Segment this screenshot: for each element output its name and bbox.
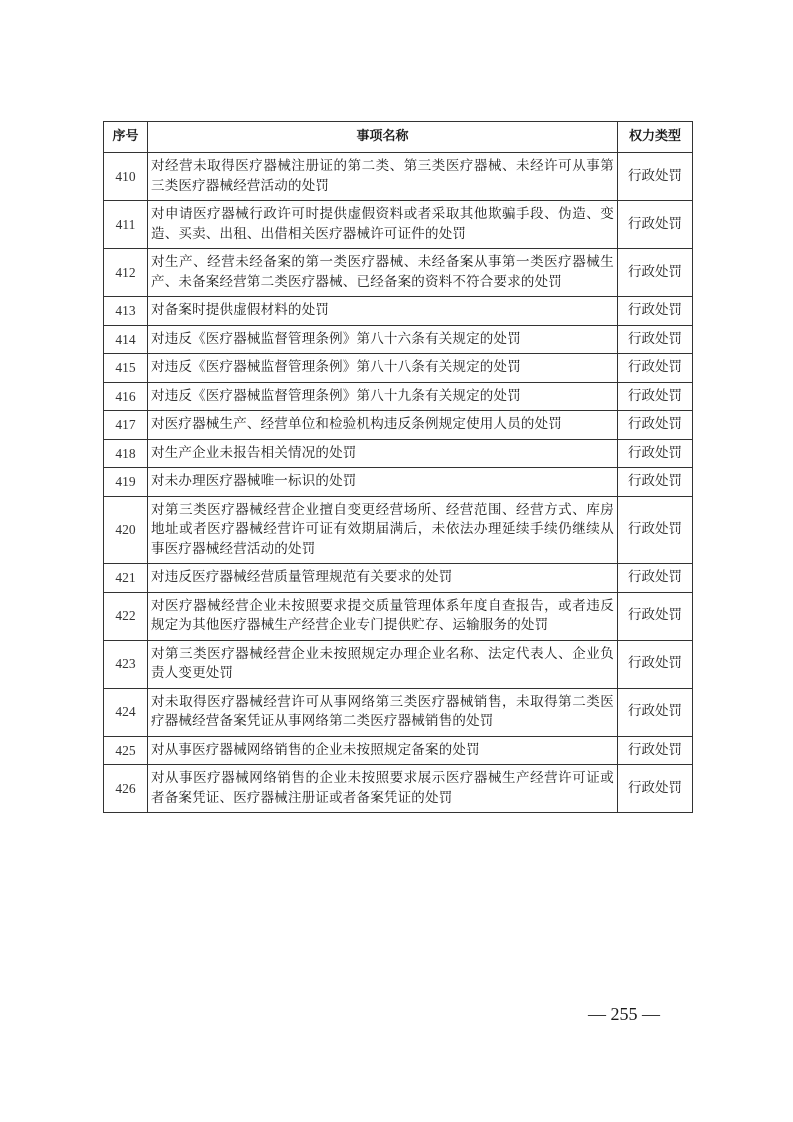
row-number: 415 [104,354,148,383]
table-row [104,325,693,354]
row-item-name: 对申请医疗器械行政许可时提供虚假资料或者采取其他欺骗手段、伪造、变造、买卖、出租、出借相关医疗器械许可证件的处罚 [148,201,618,249]
table-row [104,765,693,813]
row-number: 412 [104,249,148,297]
row-number: 424 [104,688,148,736]
row-power-type: 行政处罚 [618,153,693,201]
row-number: 425 [104,736,148,765]
row-number: 426 [104,765,148,813]
row-item-name: 对生产、经营未经备案的第一类医疗器械、未经备案从事第一类医疗器械生产、未备案经营第二类医疗器械、已经备案的资料不符合要求的处罚 [148,249,618,297]
table-row [104,249,693,297]
row-item-name: 对未取得医疗器械经营许可从事网络第三类医疗器械销售，未取得第二类医疗器械经营备案凭证从事网络第二类医疗器械销售的处罚 [148,688,618,736]
row-power-type: 行政处罚 [618,297,693,326]
header-type: 权力类型 [618,122,693,153]
table-row [104,592,693,640]
table-row [104,153,693,201]
row-power-type: 行政处罚 [618,688,693,736]
row-item-name: 对违反《医疗器械监督管理条例》第八十八条有关规定的处罚 [148,354,618,383]
row-number: 421 [104,564,148,593]
row-item-name: 对备案时提供虚假材料的处罚 [148,297,618,326]
row-item-name: 对违反医疗器械经营质量管理规范有关要求的处罚 [148,564,618,593]
row-number: 413 [104,297,148,326]
row-number: 418 [104,439,148,468]
row-item-name: 对未办理医疗器械唯一标识的处罚 [148,468,618,497]
row-number: 411 [104,201,148,249]
row-power-type: 行政处罚 [618,201,693,249]
row-item-name: 对违反《医疗器械监督管理条例》第八十六条有关规定的处罚 [148,325,618,354]
table-row [104,688,693,736]
table-row [104,564,693,593]
table-row [104,382,693,411]
row-power-type: 行政处罚 [618,325,693,354]
table-row [104,468,693,497]
table-row [104,297,693,326]
row-power-type: 行政处罚 [618,765,693,813]
row-power-type: 行政处罚 [618,640,693,688]
row-item-name: 对经营未取得医疗器械注册证的第二类、第三类医疗器械、未经许可从事第三类医疗器械经营活动的处罚 [148,153,618,201]
table-body [104,153,693,813]
row-item-name: 对医疗器械经营企业未按照要求提交质量管理体系年度自查报告，或者违反规定为其他医疗器械生产经营企业专门提供贮存、运输服务的处罚 [148,592,618,640]
table-row [104,411,693,440]
row-item-name: 对医疗器械生产、经营单位和检验机构违反条例规定使用人员的处罚 [148,411,618,440]
table-header-row [104,122,693,153]
table-row [104,496,693,564]
table-row [104,354,693,383]
row-power-type: 行政处罚 [618,354,693,383]
row-power-type: 行政处罚 [618,736,693,765]
table-row [104,736,693,765]
row-number: 420 [104,496,148,564]
row-number: 419 [104,468,148,497]
header-name: 事项名称 [148,122,618,153]
row-number: 410 [104,153,148,201]
row-number: 422 [104,592,148,640]
page-number: — 255 — [588,1004,660,1024]
row-item-name: 对从事医疗器械网络销售的企业未按照规定备案的处罚 [148,736,618,765]
row-item-name: 对第三类医疗器械经营企业擅自变更经营场所、经营范围、经营方式、库房地址或者医疗器械经营许可证有效期届满后，未依法办理延续手续仍继续从事医疗器械经营活动的处罚 [148,496,618,564]
row-power-type: 行政处罚 [618,249,693,297]
row-number: 414 [104,325,148,354]
row-item-name: 对生产企业未报告相关情况的处罚 [148,439,618,468]
header-num: 序号 [104,122,148,153]
table-row [104,640,693,688]
row-item-name: 对违反《医疗器械监督管理条例》第八十九条有关规定的处罚 [148,382,618,411]
row-power-type: 行政处罚 [618,382,693,411]
row-number: 416 [104,382,148,411]
row-power-type: 行政处罚 [618,411,693,440]
row-power-type: 行政处罚 [618,439,693,468]
table-row [104,201,693,249]
row-power-type: 行政处罚 [618,592,693,640]
row-number: 417 [104,411,148,440]
row-item-name: 对第三类医疗器械经营企业未按照规定办理企业名称、法定代表人、企业负责人变更处罚 [148,640,618,688]
table-row [104,439,693,468]
row-power-type: 行政处罚 [618,564,693,593]
row-power-type: 行政处罚 [618,468,693,497]
row-item-name: 对从事医疗器械网络销售的企业未按照要求展示医疗器械生产经营许可证或者备案凭证、医疗器械注册证或者备案凭证的处罚 [148,765,618,813]
row-power-type: 行政处罚 [618,496,693,564]
items-table [103,121,693,813]
row-number: 423 [104,640,148,688]
